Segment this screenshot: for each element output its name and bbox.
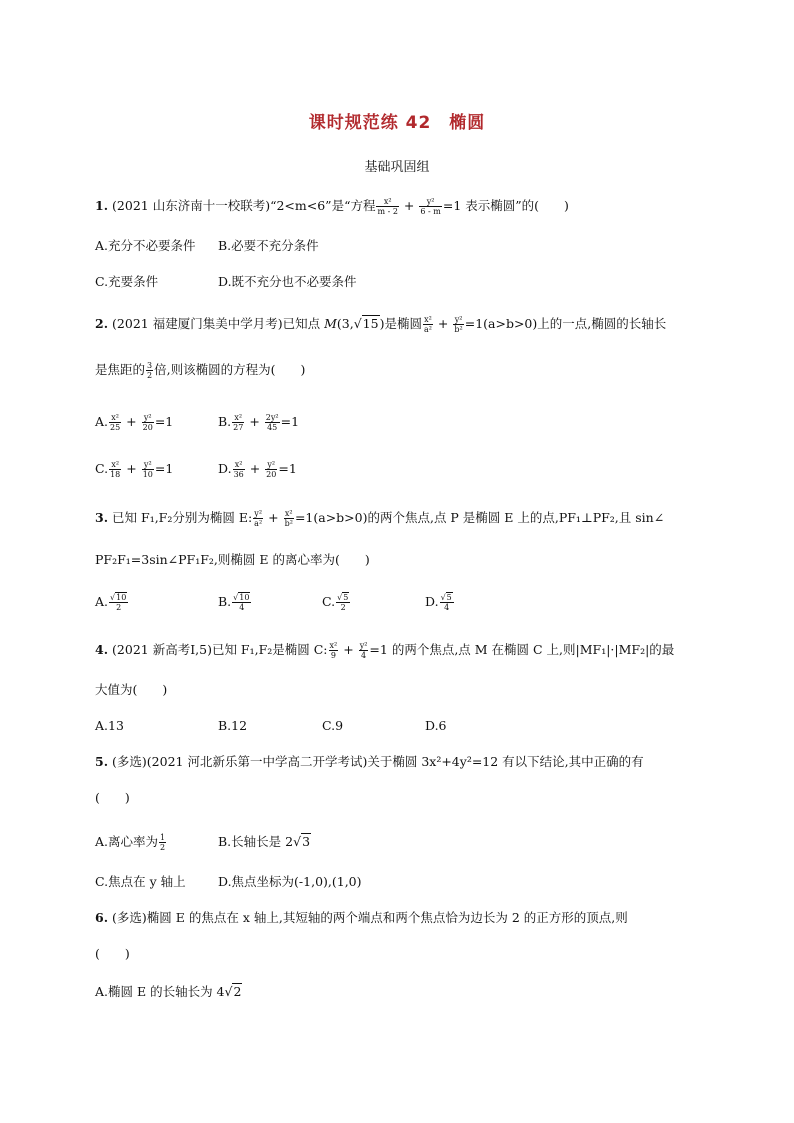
question-5-stem-line2: ( )	[95, 790, 130, 805]
fraction: $\frac{\text{x²}}{m - 2}$	[377, 197, 398, 216]
question-2-stem-line2: 是焦距的 $\frac{3}{2}$ 倍,则该椭圆的方程为( )	[95, 361, 306, 380]
fraction: $\frac{\text{y²}}{6 - m}$	[420, 197, 441, 216]
fraction: $\frac{\text{y²}}{\text{b²}}$	[454, 315, 463, 334]
q4-option-d: D.6	[425, 718, 447, 733]
question-3-stem-line2: PF₂F₁=3sin∠PF₁F₂,则椭圆 E 的离心率为( )	[95, 552, 370, 567]
question-6-stem: 6. (多选)椭圆 E 的焦点在 x 轴上,其短轴的两个端点和两个焦点恰为边长为 2 的正方形的顶点,则	[95, 910, 628, 925]
question-6-stem-line2: ( )	[95, 946, 130, 961]
q5-option-d: D.焦点坐标为(-1,0),(1,0)	[218, 874, 362, 889]
question-2-stem: 2. (2021 福建厦门集美中学月考)已知点 M(3,√15)是椭圆 $\frac{\text{x²}}{\text{a²}}$ + $\frac{\text{y²}}{\text{b²}}$ =1(a>b>0)上的一点,椭圆的长轴长	[95, 315, 667, 334]
fraction: $\frac{\text{x²}}{9}$	[329, 641, 338, 660]
page-title: 课时规范练 42 椭圆	[308, 113, 486, 133]
q6-option-a: A.椭圆 E 的长轴长为 4√2	[95, 984, 242, 999]
question-number: 5.	[95, 754, 109, 769]
question-1-stem: 1. (2021 山东济南十一校联考)“2<m<6”是“方程 $\frac{\text{x²}}{m - 2}$ + $\frac{\text{y²}}{6 - m}$ =1 表示椭圆”的( )	[95, 197, 569, 216]
question-number: 3.	[95, 510, 109, 525]
section-heading: 基础巩固组	[364, 160, 430, 175]
q5-option-b: B.长轴长是 2√3	[218, 834, 311, 849]
question-4-stem: 4. (2021 新高考Ⅰ,5)已知 F₁,F₂是椭圆 C: $\frac{\text{x²}}{9}$ + $\frac{\text{y²}}{4}$ =1 的两个焦点,点 M 在椭圆 C 上,则|MF₁|·|MF₂|的最	[95, 641, 675, 660]
q2-option-c: C. $\frac{\text{x²}}{18}$ + $\frac{\text{y²}}{10}$ =1	[95, 460, 174, 479]
square-root: √15	[353, 316, 379, 331]
q5-option-c: C.焦点在 y 轴上	[95, 874, 186, 889]
question-4-stem-line2: 大值为( )	[95, 682, 168, 697]
q1-option-d: D.既不充分也不必要条件	[218, 274, 357, 289]
question-number: 6.	[95, 910, 109, 925]
question-5-stem: 5. (多选)(2021 河北新乐第一中学高二开学考试)关于椭圆 3x²+4y²=12 有以下结论,其中正确的有	[95, 754, 644, 769]
q5-option-a: A.离心率为 $\frac{1}{2}$	[95, 833, 166, 852]
q4-option-b: B.12	[218, 718, 248, 733]
q1-option-b: B.必要不充分条件	[218, 238, 319, 253]
q1-option-a: A.充分不必要条件	[95, 238, 196, 253]
fraction: $\frac{\text{y²}}{\text{a²}}$	[254, 509, 263, 528]
question-number: 1.	[95, 198, 109, 213]
q1-option-c: C.充要条件	[95, 274, 159, 289]
q3-option-b: B. $\frac{√10}{4}$	[218, 593, 250, 612]
q3-option-d: D. $\frac{√5}{4}$	[425, 593, 452, 612]
q2-option-a: A. $\frac{\text{x²}}{25}$ + $\frac{\text{y²}}{20}$ =1	[95, 413, 174, 432]
q4-option-c: C.9	[322, 718, 344, 733]
fraction: $\frac{\text{y²}}{4}$	[359, 641, 368, 660]
fraction: $\frac{3}{2}$	[147, 361, 153, 380]
fraction: $\frac{\text{x²}}{\text{a²}}$	[423, 315, 432, 334]
question-number: 2.	[95, 316, 109, 331]
fraction: $\frac{\text{x²}}{\text{b²}}$	[284, 509, 293, 528]
q4-option-a: A.13	[95, 718, 124, 733]
q3-option-a: A. $\frac{√10}{2}$	[95, 593, 127, 612]
question-number: 4.	[95, 642, 109, 657]
q2-option-b: B. $\frac{\text{x²}}{27}$ + $\frac{\text{2y²}}{45}$ =1	[218, 413, 300, 432]
q3-option-c: C. $\frac{√5}{2}$	[322, 593, 349, 612]
question-3-stem: 3. 已知 F₁,F₂分别为椭圆 E: $\frac{\text{y²}}{\text{a²}}$ + $\frac{\text{x²}}{\text{b²}}$ =1(a>b>0)的两个焦点,点 P 是椭圆 E 上的点,PF₁⊥PF₂,且 sin∠	[95, 509, 665, 528]
q2-option-d: D. $\frac{\text{x²}}{36}$ + $\frac{\text{y²}}{20}$ =1	[218, 460, 297, 479]
